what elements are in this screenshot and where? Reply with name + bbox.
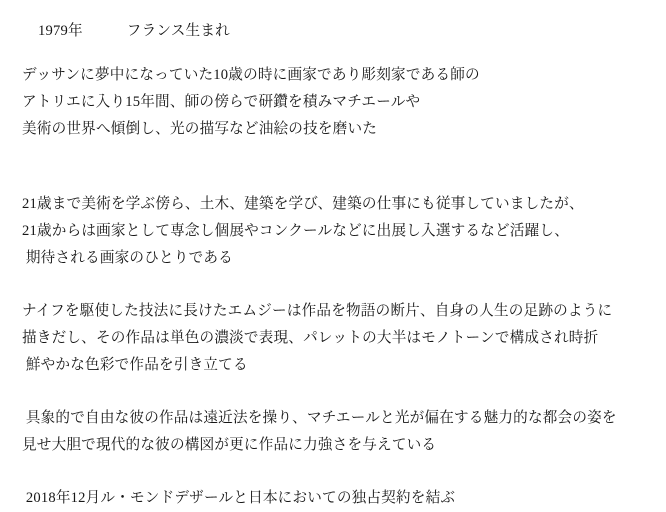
paragraph-line: 期待される画家のひとりである [22,250,233,266]
paragraph-2 [22,191,644,272]
profile-header [22,14,644,48]
paragraph-line: 美術の世界へ傾倒し、光の描写など油絵の技を磨いた [22,121,378,137]
paragraph-line: 21歳まで美術を学ぶ傍ら、土木、建築を学び、建築の仕事にも従事していましたが、 [22,196,584,212]
paragraph-line: デッサンに夢中になっていた10歳の時に画家であり彫刻家である師の [22,67,480,83]
paragraph-line: 鮮やかな色彩で作品を引き立てる [22,357,248,373]
birth-place: フランス生まれ [126,23,230,39]
birth-year: 1979年 [38,23,83,39]
document-body [22,14,644,512]
paragraph-line: 具象的で自由な彼の作品は遠近法を操り、マチエールと光が偏在する魅力的な都会の姿を [22,410,617,426]
paragraph-5 [22,485,644,512]
paragraph-1 [22,62,644,143]
spacer [22,379,644,405]
spacer [22,48,644,62]
paragraph-4 [22,405,644,459]
paragraph-3 [22,298,644,379]
spacer [22,272,644,298]
paragraph-line: ナイフを駆使した技法に長けたエムジーは作品を物語の断片、自身の人生の足跡のように [22,303,613,319]
paragraph-line: 2018年12月ル・モンドデザールと日本においての独占契約を結ぶ [22,490,456,506]
spacer [22,459,644,485]
spacer [22,177,644,191]
spacer [22,143,644,177]
paragraph-line: 描きだし、その作品は単色の濃淡で表現、パレットの大半はモノトーンで構成され時折 [22,330,599,346]
paragraph-line: 21歳からは画家として専念し個展やコンクールなどに出展し入選するなど活躍し、 [22,223,569,239]
paragraph-line: アトリエに入り15年間、師の傍らで研鑽を積みマチエールや [22,94,421,110]
paragraph-line: 見せ大胆で現代的な彼の構図が更に作品に力強さを与えている [22,437,437,453]
